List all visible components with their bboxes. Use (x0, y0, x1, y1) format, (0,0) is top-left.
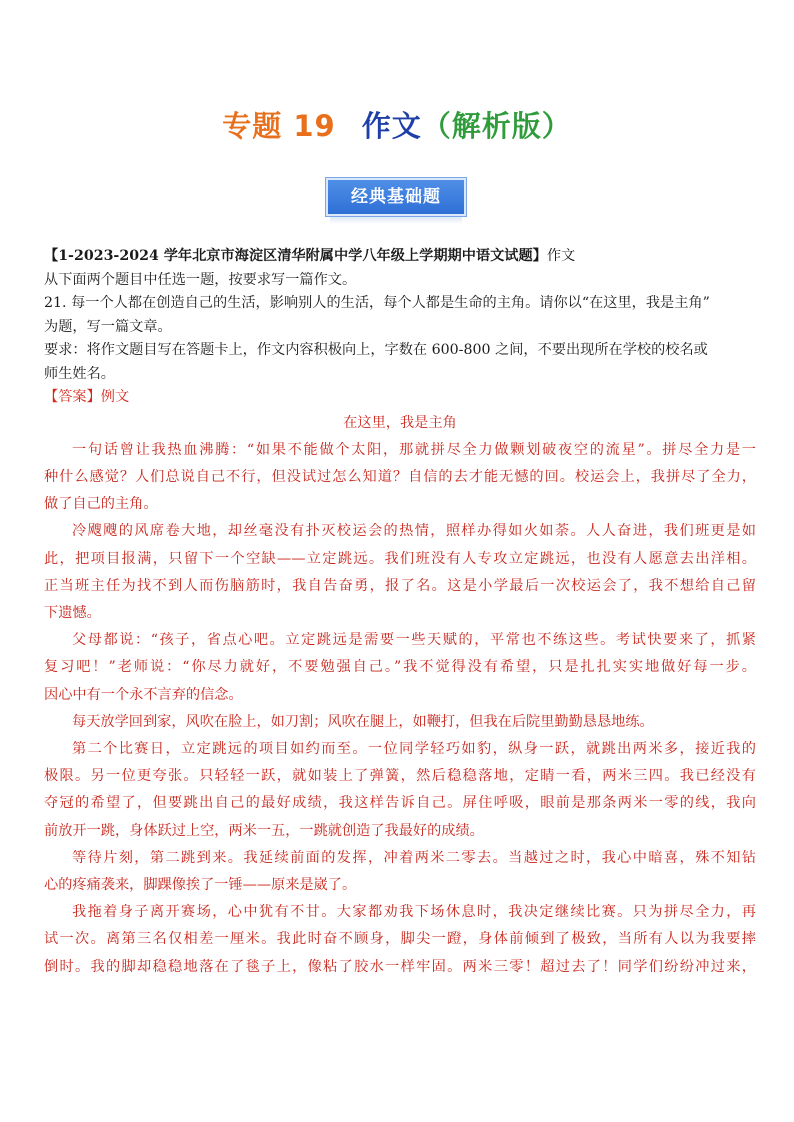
question-requirement-line: 师生姓名。 (44, 365, 115, 382)
answer-label (44, 386, 756, 410)
answer-tag-suffix: 例文 (100, 389, 130, 405)
essay-paragraph (44, 709, 756, 736)
question-prompt-line: 为题，写一篇文章。 (44, 318, 172, 335)
essay-paragraph (44, 736, 756, 845)
essay-line: 正当班主任为找不到人而伤脑筋时，我自告奋勇，报了名。这是小学最后一次校运会了，我不想给自己留 (44, 577, 756, 594)
document-body (44, 245, 756, 981)
section-badge (326, 176, 466, 224)
title-topic-number: 专题 19 (222, 109, 336, 143)
essay-line: 每天放学回到家，风吹在脸上，如刀割；风吹在腿上，如鞭打，但我在后院里勤勤恳恳地练。 (72, 713, 654, 730)
essay-paragraph (44, 899, 756, 981)
sample-essay (44, 410, 756, 981)
essay-paragraph (44, 845, 756, 899)
essay-line: 复习吧！”老师说：“你尽力就好，不要勉强自己。”我不觉得没有希望，只是扎扎实实地做好每一步。 (44, 659, 756, 676)
essay-paragraph (44, 627, 756, 709)
essay-line: 做了自己的主角。 (44, 496, 158, 513)
essay-line: 一句话曾让我热血沸腾：“如果不能做个太阳，那就拼尽全力做颗划破夜空的流星”。拼尽全力是一 (72, 441, 756, 458)
title-edition: （解析版） (421, 109, 572, 143)
essay-line: 下遗憾。 (44, 604, 101, 621)
essay-line: 等待片刻，第二跳到来。我延续前面的发挥，冲着两米二零去。当越过之时，我心中暗喜，殊不知钻 (72, 849, 756, 866)
essay-paragraph (44, 437, 756, 519)
essay-paragraph (44, 518, 756, 627)
essay-line: 第二个比赛日，立定跳远的项目如约而至。一位同学轻巧如豹，纵身一跃，就跳出两米多，接近我的 (72, 740, 756, 757)
question-source (44, 245, 756, 269)
question-source-tag: 【1-2023-2024 学年北京市海淀区清华附属中学八年级上学期期中语文试题】 (44, 248, 547, 264)
essay-line: 前放开一跳，身体跃过上空，两米一五，一跳就创造了我最好的成绩。 (44, 822, 484, 839)
essay-line: 冷飕飕的风席卷大地，却丝毫没有扑灭校运会的热情，照样办得如火如荼。人人奋进，我们班更是如 (72, 523, 756, 540)
essay-title: 在这里，我是主角 (343, 414, 457, 431)
essay-line: 此，把项目报满，只留下一个空缺——立定跳远。我们班没有人专攻立定跳远，也没有人愿意去出洋相。 (44, 550, 756, 567)
essay-line: 夺冠的希望了，但要跳出自己的最好成绩，我这样告诉自己。屏住呼吸，眼前是那条两米一零的线，我向 (44, 795, 756, 812)
title-subject: 作文 (361, 109, 422, 143)
essay-line: 心的疼痛袭来，脚踝像挨了一锤——原来是崴了。 (44, 876, 357, 893)
essay-line: 因心中有一个永不言弃的信念。 (44, 686, 243, 703)
essay-line: 倒时。我的脚却稳稳地落在了毯子上，像粘了胶水一样牢固。两米三零！超过去了！同学们纷纷冲过来， (44, 958, 756, 975)
answer-tag: 【答案】 (44, 389, 101, 405)
question-requirement-line: 要求：将作文题目写在答题卡上，作文内容积极向上，字数在 600-800 之间，不要出现所在学校的校名或 (44, 342, 708, 358)
page-title (0, 104, 794, 145)
question-instruction: 从下面两个题目中任选一题，按要求写一篇作文。 (44, 271, 357, 288)
essay-line: 我拖着身子离开赛场，心中犹有不甘。大家都劝我下场休息时，我决定继续比赛。只为拼尽全力，再 (72, 904, 756, 921)
essay-line: 试一次。离第三名仅相差一厘米。我此时奋不顾身，脚尖一蹬，身体前倾到了极致，当所有人以为我要摔 (44, 931, 756, 948)
question-prompt-line: 21. 每一个人都在创造自己的生活，影响别人的生活，每个人都是生命的主角。请你以“在这里，我是主角” (44, 295, 710, 311)
essay-line: 种什么感觉？人们总说自己不行，但没试过怎么知道？自信的去才能无憾的回。校运会上，我拼尽了全力， (44, 468, 756, 485)
essay-line: 极限。另一位更夸张。只轻轻一跃，就如装上了弹簧，然后稳稳落地，定睛一看，两米三四。我已经没有 (44, 768, 756, 785)
essay-line: 父母都说：“孩子，省点心吧。立定跳远是需要一些天赋的，平常也不练这些。考试快要来了，抓紧 (72, 632, 756, 649)
question-source-suffix: 作文 (546, 248, 576, 264)
badge-label: 经典基础题 (326, 178, 466, 216)
